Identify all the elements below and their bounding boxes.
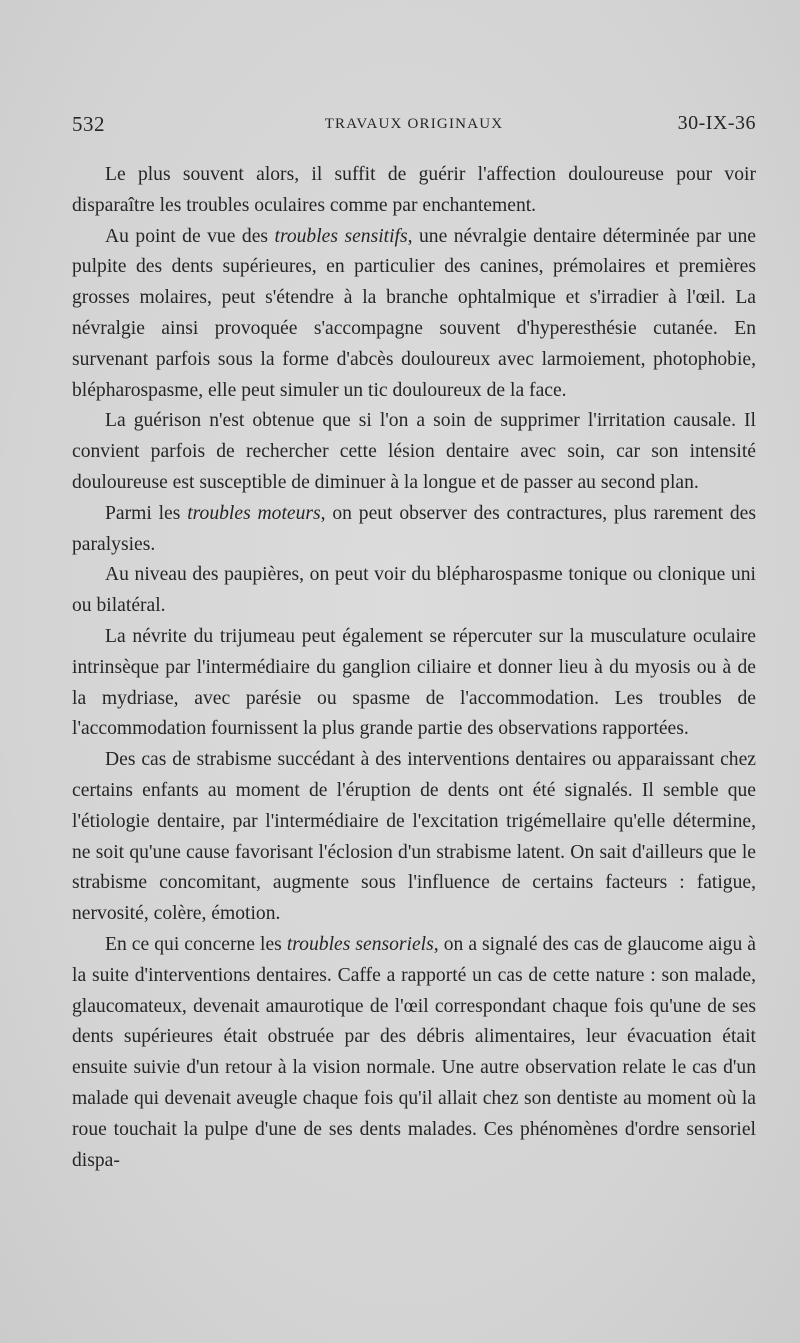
text-segment: Parmi les — [105, 502, 188, 524]
italic-term: troubles sensitifs — [274, 225, 408, 247]
text-segment: Au niveau des paupières, on peut voir du blépharospasme tonique ou clonique uni ou bilatéral. — [72, 564, 756, 617]
page-number: 532 — [72, 112, 105, 136]
text-segment: En ce qui concerne les — [105, 933, 287, 955]
italic-term: troubles sensoriels — [286, 933, 434, 955]
text-segment: , on a signalé des cas de glaucome aigu à la suite d'interventions dentaires. Caffe a rapporté un cas de cette nature : son malade, glaucomateux, devenait amaurotique de l'œil correspondant chaque fois qu'une de ses dents supérieures était obstruée par des débris alimentaires, leur évacuation était ensuite suivie d'un retour à la vision normale. Une autre observation relate le cas d'un malade qui devenait aveugle chaque fois qu'il allait chez son dentiste au moment où la roue touchait la pulpe d'une de ses dents malades. Ces phénomènes d'ordre sensoriel dispa- — [72, 933, 756, 1171]
text-segment: , une névralgie dentaire déterminée par une pulpite des dents supérieures, en particulier des canines, prémolaires et premières grosses molaires, peut s'étendre à la branche ophtalmique et s'irradier à l'œil. La névralgie ainsi provoquée s'accompagne souvent d'hyperesthésie cutanée. En survenant parfois sous la forme d'abcès douloureux avec larmoiement, photophobie, blépharospasme, elle peut simuler un tic douloureux de la face. — [72, 225, 756, 401]
text-segment: La névrite du trijumeau peut également se répercuter sur la musculature oculaire intrinsèque par l'intermédiaire du ganglion ciliaire et donner lieu à du myosis ou à de la mydriase, avec parésie ou spasme de l'accommodation. Les troubles de l'accommodation fournissent la plus grande partie des observations rapportées. — [72, 625, 756, 740]
paragraph — [72, 222, 756, 407]
paragraph — [72, 499, 756, 561]
article-body — [72, 160, 756, 1176]
paragraph — [72, 160, 756, 222]
paragraph — [72, 930, 756, 1176]
paragraph — [72, 622, 756, 745]
text-segment: Des cas de strabisme succédant à des interventions dentaires ou apparaissant chez certains enfants au moment de l'éruption de dents ont été signalés. Il semble que l'étiologie dentaire, par l'intermédiaire de l'excitation trigémellaire qu'elle détermine, ne soit qu'une cause favorisant l'éclosion d'un strabisme latent. On sait d'ailleurs que le strabisme concomitant, augmente sous l'influence de certains facteurs : fatigue, nervosité, colère, émotion. — [72, 749, 756, 925]
paragraph — [72, 745, 756, 930]
text-segment: Le plus souvent alors, il suffit de guérir l'affection douloureuse pour voir disparaître les troubles oculaires comme par enchantement. — [72, 164, 756, 216]
issue-date: 30-IX-36 — [677, 112, 756, 134]
paragraph — [72, 560, 756, 622]
paragraph — [72, 406, 756, 498]
italic-term: troubles moteurs — [187, 502, 321, 524]
text-segment: Au point de vue des — [105, 225, 275, 247]
text-segment: , on peut observer des contractures, plus rarement des paralysies. — [72, 502, 756, 555]
text-segment: La guérison n'est obtenue que si l'on a soin de supprimer l'irritation causale. Il convient parfois de rechercher cette lésion dentaire avec soin, car son intensité douloureuse est susceptible de diminuer à la longue et de passer au second plan. — [72, 410, 756, 493]
page-header — [72, 112, 756, 142]
running-title: TRAVAUX ORIGINAUX — [324, 116, 504, 132]
